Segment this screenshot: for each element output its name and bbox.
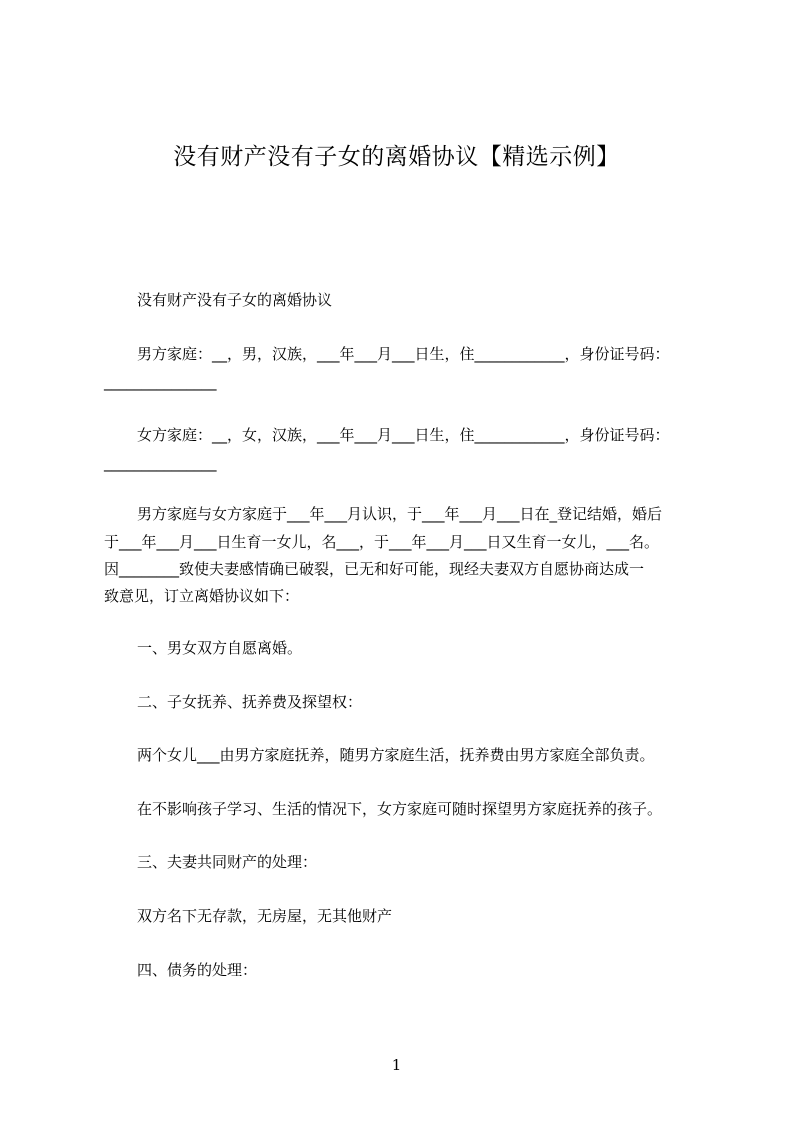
male-id-blank: _______________	[104, 373, 217, 391]
background-paragraph-line-3: 因________致使夫妻感情确已破裂，已无和好可能，现经夫妻双方自愿协商达成一	[104, 560, 645, 578]
agreement-subtitle: 没有财产没有子女的离婚协议	[137, 291, 333, 309]
clause-1-heading: 一、男女双方自愿离婚。	[137, 639, 303, 657]
background-paragraph-line-4: 致意见，订立离婚协议如下：	[104, 587, 300, 605]
background-paragraph-line-2: 于___年___月___日生育一女儿，名___，于___年___月___日又生育一女儿，___名。	[104, 533, 660, 551]
clause-3-heading: 三、夫妻共同财产的处理：	[137, 853, 318, 871]
clause-3-property-text: 双方名下无存款，无房屋，无其他财产	[137, 907, 393, 925]
page-number: 1	[391, 1056, 402, 1074]
clause-2-visitation-text: 在不影响孩子学习、生活的情况下，女方家庭可随时探望男方家庭抚养的孩子。	[137, 800, 663, 818]
background-paragraph-line-1: 男方家庭与女方家庭于___年___月认识，于___年___月___日在_登记结婚，婚后	[137, 505, 663, 523]
female-id-blank: _______________	[104, 454, 217, 472]
clause-2-custody-text: 两个女儿___由男方家庭抚养，随男方家庭生活，抚养费由男方家庭全部负责。	[137, 746, 655, 764]
clause-2-heading: 二、子女抚养、抚养费及探望权：	[137, 693, 363, 711]
male-party-line: 男方家庭：__，男，汉族，___年___月___日生，住____________，身份证号码：	[137, 345, 670, 363]
document-title: 没有财产没有子女的离婚协议【精选示例】	[173, 144, 620, 170]
female-party-line: 女方家庭：__，女，汉族，___年___月___日生，住____________，身份证号码：	[137, 426, 670, 444]
clause-4-heading: 四、债务的处理：	[137, 961, 258, 979]
